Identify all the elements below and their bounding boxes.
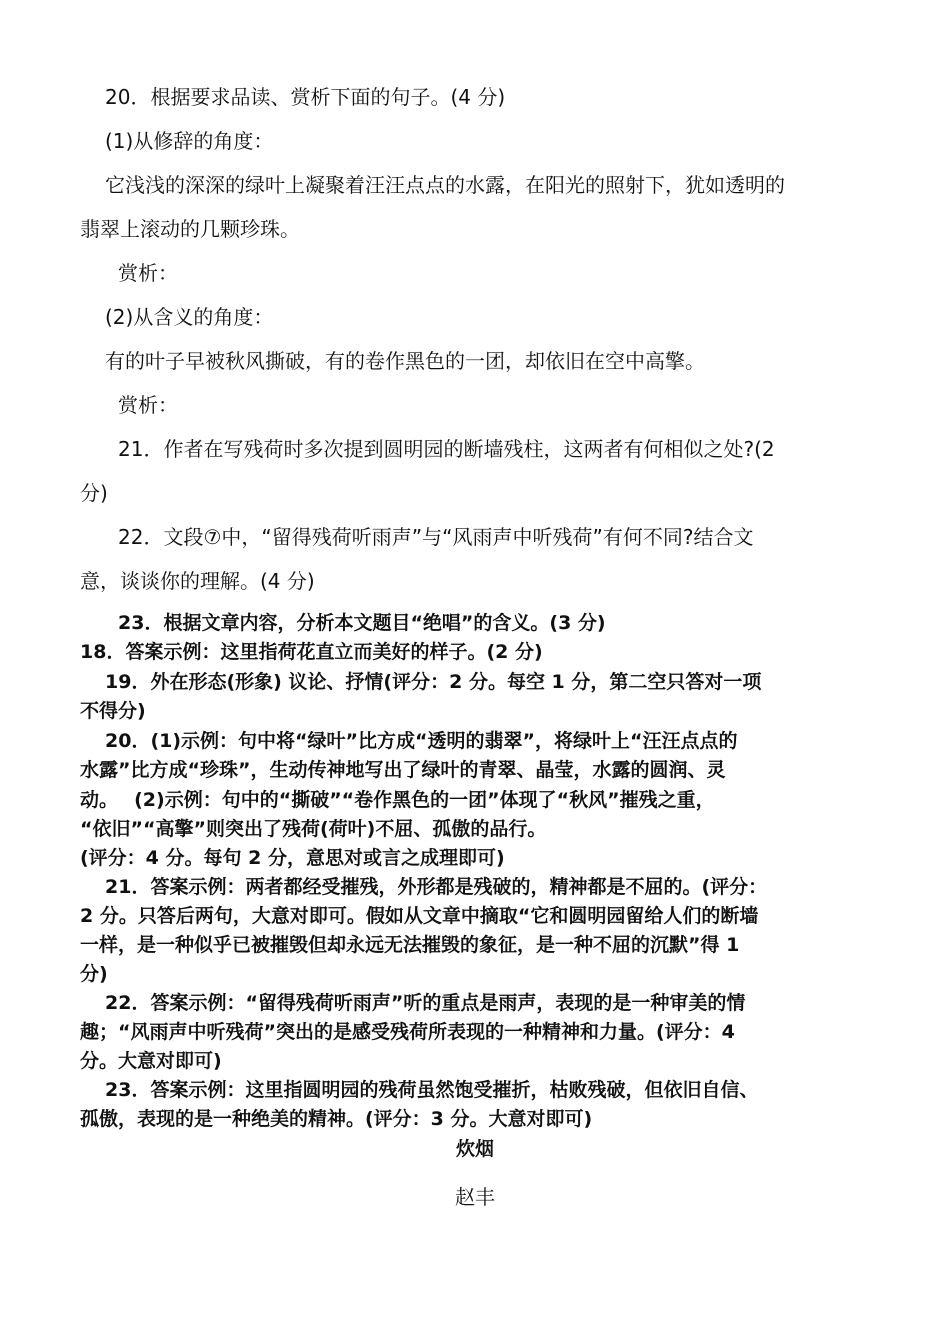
answer-22-line2: 趣；“风雨声中听残荷”突出的是感受残荷所表现的一种精神和力量。(评分：4 (80, 1021, 735, 1043)
answer-21-line2: 2 分。只答后两句，大意对即可。假如从文章中摘取“它和圆明园留给人们的断墙 (80, 905, 759, 927)
answer-18: 18．答案示例：这里指荷花直立而美好的样子。(2 分) (80, 641, 543, 663)
q21-line1: 21．作者在写残荷时多次提到圆明园的断墙残柱，这两者有何相似之处?(2 (118, 437, 775, 461)
q20-part2-analysis: 赏析： (118, 393, 178, 417)
answer-22-line3: 分。大意对即可) (80, 1050, 222, 1072)
q22-line2: 意，谈谈你的理解。(4 分) (80, 569, 315, 593)
q21-line2: 分) (80, 481, 108, 505)
answer-21-line4: 分) (80, 963, 108, 985)
answer-20-line5: (评分：4 分。每句 2 分，意思对或言之成理即可) (80, 847, 505, 869)
q20-part1-label: (1)从修辞的角度： (105, 129, 274, 153)
q20-part1-sentence-line1: 它浅浅的深深的绿叶上凝聚着汪汪点点的水露，在阳光的照射下，犹如透明的 (105, 173, 785, 197)
answer-19-line2: 不得分) (80, 700, 146, 722)
answer-20-line3: 动。 (2)示例：句中的“撕破”“卷作黑色的一团”体现了“秋风”摧残之重， (80, 789, 715, 811)
answer-19-line1: 19．外在形态(形象) 议论、抒情(评分：2 分。每空 1 分，第二空只答对一项 (105, 671, 762, 693)
q22-line1: 22．文段⑦中，“留得残荷听雨声”与“风雨声中听残荷”有何不同?结合文 (118, 525, 754, 549)
q20-part1-analysis: 赏析： (118, 261, 178, 285)
answer-23-line1: 23．答案示例：这里指圆明园的残荷虽然饱受摧折，枯败残破，但依旧自信、 (105, 1079, 759, 1101)
article-title: 炊烟 (455, 1138, 494, 1160)
q20-title: 20．根据要求品读、赏析下面的句子。(4 分) (105, 85, 506, 109)
answer-23-line2: 孤傲，表现的是一种绝美的精神。(评分：3 分。大意对即可) (80, 1108, 593, 1130)
q20-part1-sentence-line2: 翡翠上滚动的几颗珍珠。 (80, 217, 300, 241)
answer-20-line4: “依旧”“高擎”则突出了残荷(荷叶)不屈、孤傲的品行。 (80, 818, 547, 840)
answer-20-line1: 20．(1)示例：句中将“绿叶”比方成“透明的翡翠”，将绿叶上“汪汪点点的 (105, 730, 738, 752)
answer-21-line1: 21．答案示例：两者都经受摧残，外形都是残破的，精神都是不屈的。(评分： (105, 876, 768, 898)
article-author: 赵丰 (455, 1185, 495, 1209)
answer-22-line1: 22．答案示例：“留得残荷听雨声”听的重点是雨声，表现的是一种审美的情 (105, 992, 746, 1014)
q20-part2-sentence: 有的叶子早被秋风撕破，有的卷作黑色的一团，却依旧在空中高擎。 (105, 349, 705, 373)
q23-question: 23．根据文章内容，分析本文题目“绝唱”的含义。(3 分) (118, 612, 606, 634)
answer-21-line3: 一样，是一种似乎已被摧毁但却永远无法摧毁的象征，是一种不屈的沉默”得 1 (80, 934, 740, 956)
q20-part2-label: (2)从含义的角度： (105, 305, 274, 329)
answer-20-line2: 水露”比方成“珍珠”，生动传神地写出了绿叶的青翠、晶莹，水露的圆润、灵 (80, 759, 726, 781)
